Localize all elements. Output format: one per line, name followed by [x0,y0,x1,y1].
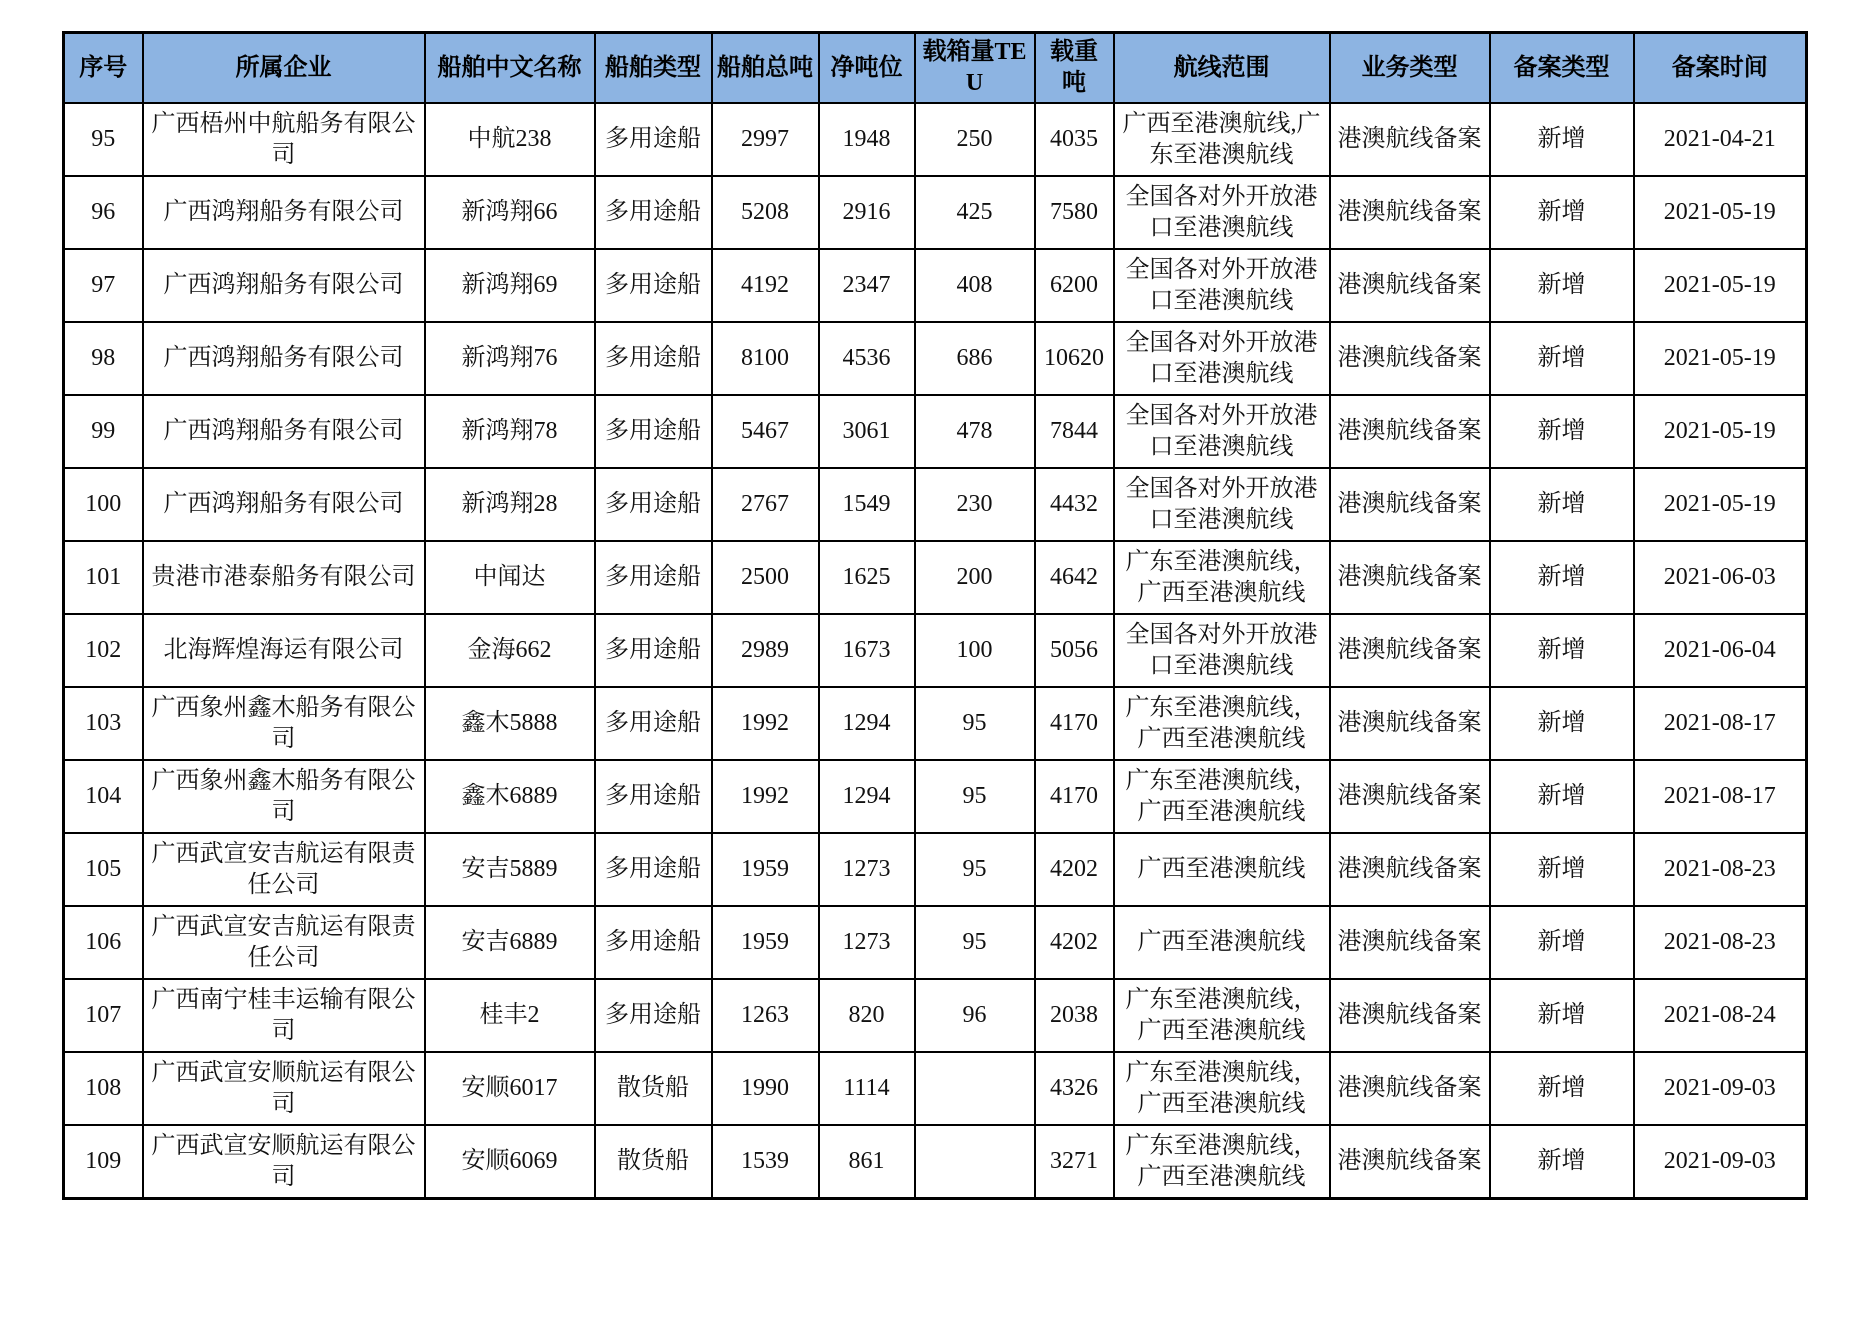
table-cell: 96 [64,176,143,249]
table-cell: 99 [64,395,143,468]
table-cell: 多用途船 [595,541,712,614]
column-header: 序号 [64,33,143,104]
table-cell: 686 [915,322,1035,395]
column-header: 船舶总吨 [712,33,819,104]
table-cell: 多用途船 [595,249,712,322]
header-row [64,33,1807,104]
table-cell: 2021-09-03 [1634,1125,1807,1199]
table-cell: 1992 [712,687,819,760]
table-cell: 95 [915,833,1035,906]
table-cell: 新鸿翔76 [425,322,595,395]
table-cell: 95 [915,760,1035,833]
table-cell: 1959 [712,833,819,906]
table-cell: 7580 [1035,176,1114,249]
table-cell: 95 [915,906,1035,979]
table-cell: 新鸿翔78 [425,395,595,468]
table-cell: 2347 [819,249,915,322]
table-cell: 101 [64,541,143,614]
table-cell: 新增 [1490,1052,1634,1125]
table-row [64,541,1807,614]
table-cell: 新增 [1490,468,1634,541]
table-cell: 2021-06-04 [1634,614,1807,687]
column-header: 载箱量TEU [915,33,1035,104]
table-cell: 新增 [1490,687,1634,760]
table-cell: 108 [64,1052,143,1125]
table-cell: 广西至港澳航线 [1114,833,1330,906]
table-cell: 1294 [819,687,915,760]
table-cell: 新增 [1490,979,1634,1052]
table-row [64,906,1807,979]
table-cell: 109 [64,1125,143,1199]
table-cell: 新增 [1490,760,1634,833]
table-cell: 新增 [1490,614,1634,687]
table-cell: 4192 [712,249,819,322]
table-cell: 2021-05-19 [1634,249,1807,322]
table-row [64,468,1807,541]
table-cell: 2021-08-24 [1634,979,1807,1052]
table-cell: 港澳航线备案 [1330,906,1490,979]
table-cell: 4432 [1035,468,1114,541]
table-cell: 新增 [1490,833,1634,906]
table-cell: 港澳航线备案 [1330,979,1490,1052]
table-cell: 3271 [1035,1125,1114,1199]
table-cell: 港澳航线备案 [1330,687,1490,760]
table-row [64,614,1807,687]
table-cell: 多用途船 [595,833,712,906]
table-row [64,249,1807,322]
table-cell: 4326 [1035,1052,1114,1125]
table-cell: 鑫木5888 [425,687,595,760]
table-cell: 4536 [819,322,915,395]
table-cell: 全国各对外开放港口至港澳航线 [1114,176,1330,249]
table-cell: 港澳航线备案 [1330,1052,1490,1125]
table-cell: 安顺6069 [425,1125,595,1199]
table-cell: 7844 [1035,395,1114,468]
table-row [64,979,1807,1052]
table-cell: 港澳航线备案 [1330,176,1490,249]
table-cell: 新增 [1490,395,1634,468]
table-cell: 107 [64,979,143,1052]
table-body [64,103,1807,1199]
table-cell: 5208 [712,176,819,249]
table-cell: 478 [915,395,1035,468]
table-cell: 4202 [1035,833,1114,906]
table-cell: 全国各对外开放港口至港澳航线 [1114,614,1330,687]
table-cell: 230 [915,468,1035,541]
table-cell: 多用途船 [595,176,712,249]
table-cell: 散货船 [595,1125,712,1199]
table-cell: 820 [819,979,915,1052]
column-header: 业务类型 [1330,33,1490,104]
table-cell: 广西至港澳航线,广东至港澳航线 [1114,103,1330,176]
table-cell: 2989 [712,614,819,687]
table-cell: 102 [64,614,143,687]
table-cell: 安吉5889 [425,833,595,906]
table-cell: 1549 [819,468,915,541]
table-cell: 安吉6889 [425,906,595,979]
table-cell: 100 [64,468,143,541]
table-cell: 1539 [712,1125,819,1199]
table-cell: 2021-05-19 [1634,468,1807,541]
table-cell: 桂丰2 [425,979,595,1052]
table-cell: 港澳航线备案 [1330,249,1490,322]
table-cell: 广西鸿翔船务有限公司 [143,249,425,322]
column-header: 所属企业 [143,33,425,104]
table-cell: 1948 [819,103,915,176]
column-header: 载重吨 [1035,33,1114,104]
table-cell: 鑫木6889 [425,760,595,833]
table-cell: 1673 [819,614,915,687]
table-cell: 1625 [819,541,915,614]
table-cell: 2021-08-17 [1634,760,1807,833]
table-cell: 新鸿翔69 [425,249,595,322]
table-cell: 港澳航线备案 [1330,395,1490,468]
table-cell: 新增 [1490,906,1634,979]
table-cell: 广西梧州中航船务有限公司 [143,103,425,176]
table-cell: 100 [915,614,1035,687]
table-cell: 广西鸿翔船务有限公司 [143,176,425,249]
table-cell: 广西至港澳航线 [1114,906,1330,979]
table-cell: 1263 [712,979,819,1052]
table-cell: 2021-06-03 [1634,541,1807,614]
table-cell: 广西象州鑫木船务有限公司 [143,760,425,833]
table-cell: 广东至港澳航线，广西至港澳航线 [1114,979,1330,1052]
table-cell: 港澳航线备案 [1330,322,1490,395]
table-cell: 港澳航线备案 [1330,103,1490,176]
table-cell: 2021-05-19 [1634,322,1807,395]
table-cell: 安顺6017 [425,1052,595,1125]
table-cell: 新鸿翔66 [425,176,595,249]
table-cell: 新增 [1490,176,1634,249]
table-cell: 港澳航线备案 [1330,468,1490,541]
table-cell: 95 [64,103,143,176]
table-row [64,760,1807,833]
table-cell: 多用途船 [595,103,712,176]
table-row [64,176,1807,249]
table-cell: 中航238 [425,103,595,176]
table-cell [915,1052,1035,1125]
table-cell: 408 [915,249,1035,322]
table-cell: 2021-08-23 [1634,833,1807,906]
table-cell: 2767 [712,468,819,541]
table-cell: 北海辉煌海运有限公司 [143,614,425,687]
table-cell: 2916 [819,176,915,249]
table-cell: 5467 [712,395,819,468]
table-cell: 250 [915,103,1035,176]
table-cell: 多用途船 [595,614,712,687]
table-cell: 4170 [1035,760,1114,833]
table-cell: 广东至港澳航线，广西至港澳航线 [1114,1125,1330,1199]
table-cell: 金海662 [425,614,595,687]
table-cell: 多用途船 [595,468,712,541]
column-header: 航线范围 [1114,33,1330,104]
table-cell: 1294 [819,760,915,833]
table-cell: 8100 [712,322,819,395]
table-cell: 1992 [712,760,819,833]
table-cell: 多用途船 [595,687,712,760]
table-cell: 2021-05-19 [1634,176,1807,249]
table-cell: 港澳航线备案 [1330,760,1490,833]
table-cell: 5056 [1035,614,1114,687]
table-cell: 2021-08-23 [1634,906,1807,979]
table-cell: 861 [819,1125,915,1199]
table-cell: 2038 [1035,979,1114,1052]
table-cell: 广西鸿翔船务有限公司 [143,322,425,395]
table-row [64,1052,1807,1125]
table-cell: 新增 [1490,541,1634,614]
table-cell: 广西象州鑫木船务有限公司 [143,687,425,760]
table-row [64,687,1807,760]
table-cell: 2500 [712,541,819,614]
table-cell: 新增 [1490,249,1634,322]
ship-filing-table [62,31,1808,1200]
table-cell: 多用途船 [595,395,712,468]
table-cell: 贵港市港泰船务有限公司 [143,541,425,614]
table-cell: 2021-09-03 [1634,1052,1807,1125]
table-cell: 多用途船 [595,322,712,395]
table-cell: 全国各对外开放港口至港澳航线 [1114,322,1330,395]
table-row [64,103,1807,176]
table-cell: 105 [64,833,143,906]
table-cell: 4035 [1035,103,1114,176]
table-cell: 10620 [1035,322,1114,395]
table-cell: 港澳航线备案 [1330,833,1490,906]
table-cell: 多用途船 [595,979,712,1052]
table-cell: 4642 [1035,541,1114,614]
table-cell: 1273 [819,833,915,906]
table-cell: 103 [64,687,143,760]
table-cell [915,1125,1035,1199]
table-cell: 广东至港澳航线，广西至港澳航线 [1114,687,1330,760]
table-cell: 广东至港澳航线，广西至港澳航线 [1114,541,1330,614]
column-header: 船舶类型 [595,33,712,104]
table-cell: 1990 [712,1052,819,1125]
table-cell: 广西武宣安吉航运有限责任公司 [143,906,425,979]
column-header: 净吨位 [819,33,915,104]
table-row [64,833,1807,906]
table-cell: 2021-08-17 [1634,687,1807,760]
table-cell: 2997 [712,103,819,176]
table-cell: 97 [64,249,143,322]
table-cell: 港澳航线备案 [1330,541,1490,614]
table-row [64,1125,1807,1199]
table-cell: 广东至港澳航线，广西至港澳航线 [1114,760,1330,833]
table-cell: 多用途船 [595,760,712,833]
table-cell: 新增 [1490,322,1634,395]
table-cell: 96 [915,979,1035,1052]
table-cell: 98 [64,322,143,395]
table-cell: 2021-04-21 [1634,103,1807,176]
table-cell: 新鸿翔28 [425,468,595,541]
table-header-row [64,33,1807,104]
table-cell: 425 [915,176,1035,249]
table-cell: 广西鸿翔船务有限公司 [143,395,425,468]
table-cell: 广西南宁桂丰运输有限公司 [143,979,425,1052]
table-cell: 全国各对外开放港口至港澳航线 [1114,249,1330,322]
column-header: 备案类型 [1490,33,1634,104]
table-cell: 广西武宣安顺航运有限公司 [143,1052,425,1125]
table-cell: 广西武宣安吉航运有限责任公司 [143,833,425,906]
table-cell: 4170 [1035,687,1114,760]
table-row [64,395,1807,468]
table-cell: 1273 [819,906,915,979]
table-cell: 广西鸿翔船务有限公司 [143,468,425,541]
table-cell: 106 [64,906,143,979]
table-cell: 3061 [819,395,915,468]
table-cell: 全国各对外开放港口至港澳航线 [1114,395,1330,468]
table-cell: 104 [64,760,143,833]
table-cell: 新增 [1490,103,1634,176]
table-cell: 广东至港澳航线，广西至港澳航线 [1114,1052,1330,1125]
table-cell: 中闻达 [425,541,595,614]
table-cell: 2021-05-19 [1634,395,1807,468]
table-cell: 散货船 [595,1052,712,1125]
table-cell: 4202 [1035,906,1114,979]
table-row [64,322,1807,395]
table-cell: 全国各对外开放港口至港澳航线 [1114,468,1330,541]
table-cell: 港澳航线备案 [1330,1125,1490,1199]
table-cell: 95 [915,687,1035,760]
table-cell: 新增 [1490,1125,1634,1199]
table-cell: 1114 [819,1052,915,1125]
table-cell: 6200 [1035,249,1114,322]
table-cell: 港澳航线备案 [1330,614,1490,687]
table-cell: 200 [915,541,1035,614]
column-header: 备案时间 [1634,33,1807,104]
table-cell: 多用途船 [595,906,712,979]
column-header: 船舶中文名称 [425,33,595,104]
table-cell: 1959 [712,906,819,979]
table-cell: 广西武宣安顺航运有限公司 [143,1125,425,1199]
